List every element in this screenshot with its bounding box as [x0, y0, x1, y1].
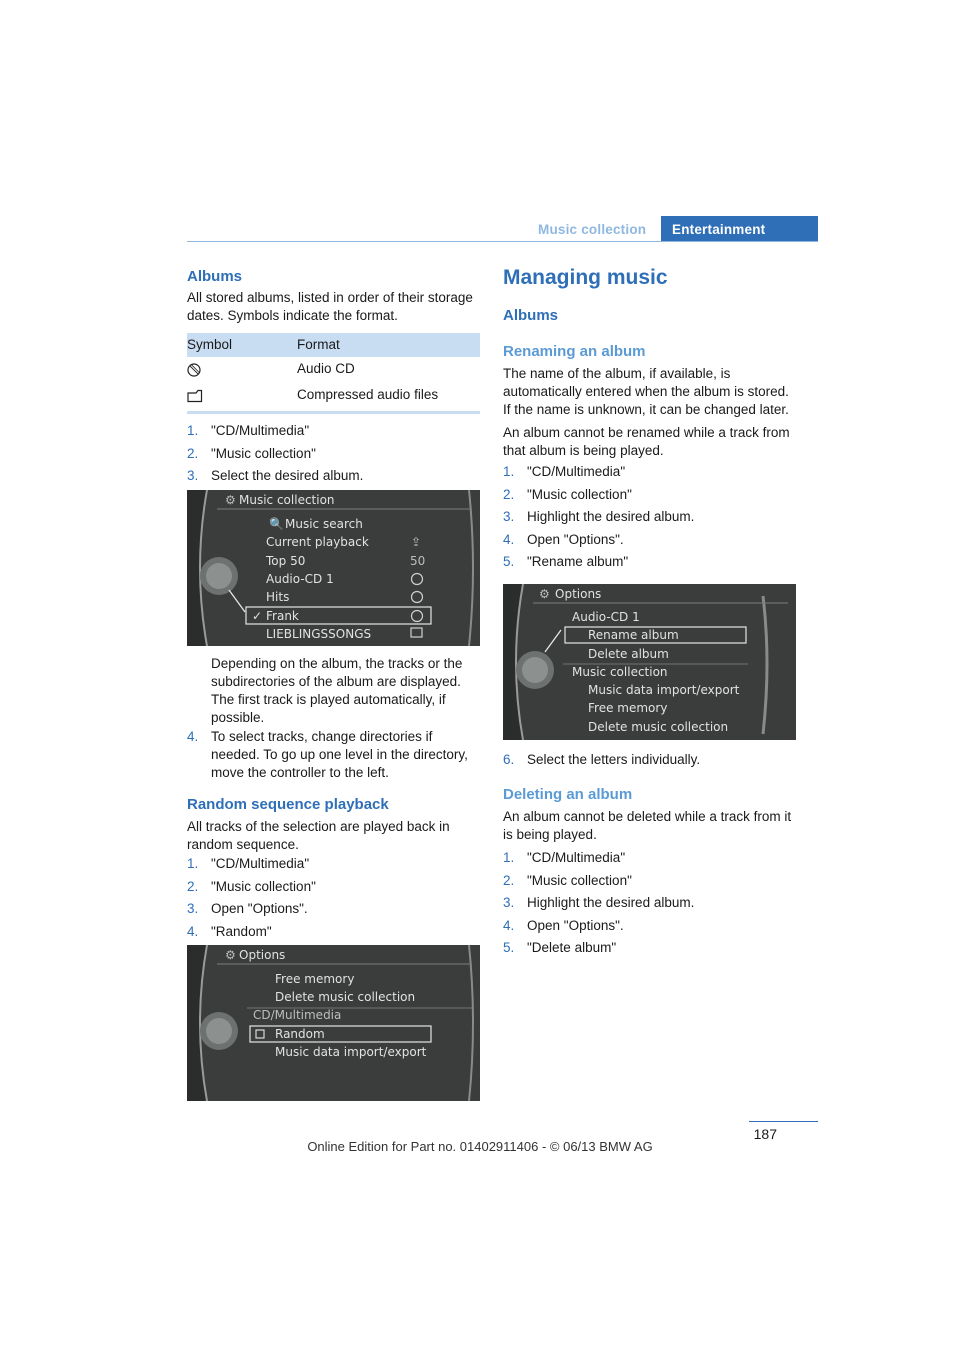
rename-note: An album cannot be renamed while a track from that album is being played. [503, 425, 790, 458]
page-number: 187 [753, 1126, 777, 1142]
list-item: 5. "Rename album" [503, 554, 629, 570]
svg-text:Music collection: Music collection [572, 665, 668, 679]
list-item: 1. "CD/Multimedia" [503, 464, 626, 479]
table-row [187, 383, 480, 409]
list-item: 1. "CD/Multimedia" [503, 850, 626, 865]
list-item: 4. Open "Options". [503, 917, 624, 933]
steps-rename-letters [503, 751, 803, 774]
rename-heading: Renaming an album [503, 343, 646, 360]
cd-icon [187, 363, 201, 380]
steps-delete [503, 849, 803, 962]
svg-text:Top 50: Top 50 [266, 554, 306, 568]
page-number-rule [749, 1121, 818, 1122]
list-item: 2. "Music collection" [503, 486, 632, 502]
folder-icon [187, 389, 203, 406]
svg-text:Music data import/export: Music data import/export [275, 1045, 427, 1059]
album-display-note: Depending on the album, the tracks or the subdirectories of the album are displayed. The first track is played automatically, if possible. [211, 656, 463, 725]
list-item: 5. "Delete album" [503, 940, 617, 956]
screen3-title: Options [555, 587, 602, 601]
edition-footer: Online Edition for Part no. 01402911406 - © 06/13 BMW AG [307, 1139, 653, 1154]
svg-text:LIEBLINGSSONGS: LIEBLINGSSONGS [266, 627, 372, 641]
random-heading: Random sequence playback [187, 796, 389, 813]
list-item: 6. Select the letters individually. [503, 752, 701, 767]
albums-intro: All stored albums, listed in order of their storage dates. Symbols indicate the format. [187, 290, 473, 323]
delete-note: An album cannot be deleted while a track from it is being played. [503, 809, 792, 842]
svg-text:Frank: Frank [266, 609, 299, 623]
svg-text:Free memory: Free memory [588, 701, 668, 715]
svg-text:Delete music collection: Delete music collection [588, 720, 729, 734]
format-audio-cd: Audio CD [297, 361, 355, 376]
albums-heading: Albums [187, 268, 243, 285]
list-item: 3. Highlight the desired album. [503, 895, 695, 911]
table-bottom-rule [187, 411, 480, 414]
page-title: Managing music [503, 266, 668, 289]
top50-badge: 50 [410, 554, 426, 568]
svg-text:Random: Random [275, 1027, 325, 1041]
svg-text:Music search: Music search [285, 517, 363, 531]
screen2-title: Options [239, 948, 286, 962]
col-symbol: Symbol [187, 337, 233, 352]
svg-text:Current playback: Current playback [266, 535, 369, 549]
check-icon: ✓ [252, 609, 263, 623]
steps-random [187, 855, 482, 945]
right-albums-heading: Albums [503, 307, 559, 324]
screen1-title: Music collection [239, 493, 335, 507]
list-item: 2. "Music collection" [187, 878, 316, 894]
table-row [187, 357, 480, 383]
list-item: 4. Open "Options". [503, 531, 624, 547]
list-item: 3. Open "Options". [187, 901, 308, 917]
steps-select-album [187, 422, 482, 490]
screenshot-options-rename [503, 584, 796, 740]
svg-text:Delete album: Delete album [588, 647, 669, 661]
steps-rename [503, 463, 803, 576]
list-item: 3. Select the desired album. [187, 468, 364, 484]
svg-text:Audio-CD 1: Audio-CD 1 [572, 610, 640, 624]
list-item: 1. "CD/Multimedia" [187, 423, 310, 438]
svg-text:Free memory: Free memory [275, 972, 355, 986]
list-item: 2. "Music collection" [187, 445, 316, 461]
random-intro: All tracks of the selection are played back in random sequence. [187, 819, 450, 852]
list-item: 3. Highlight the desired album. [503, 509, 695, 525]
svg-text:CD/Multimedia: CD/Multimedia [253, 1008, 342, 1022]
svg-text:Music data import/export: Music data import/export [588, 683, 740, 697]
steps-select-tracks [187, 728, 482, 787]
svg-text:Rename album: Rename album [588, 628, 679, 642]
magnifier-icon: 🔍 [269, 517, 284, 531]
screenshot-options-random [187, 945, 480, 1101]
list-item: 4. To select tracks, change directories if needed. To go up one level in the directory, move the controller to the left. [187, 729, 468, 780]
svg-text:Audio-CD 1: Audio-CD 1 [266, 572, 334, 586]
list-item: 4. "Random" [187, 923, 272, 939]
delete-heading: Deleting an album [503, 786, 633, 803]
playback-icon: ⇪ [411, 535, 422, 549]
header-section-title: Music collection [538, 222, 647, 237]
svg-text:Delete music collection: Delete music collection [275, 990, 416, 1004]
rename-intro: The name of the album, if available, is automatically entered when the album is stored. If the name is unknown, it can be changed later. [503, 366, 789, 417]
header-chapter-tab [661, 216, 818, 242]
format-table-header [187, 333, 480, 357]
svg-text:⚙: ⚙ [539, 587, 550, 601]
format-table [187, 333, 480, 414]
svg-text:⚙: ⚙ [225, 493, 236, 507]
header-rule [187, 241, 818, 242]
svg-text:Hits: Hits [266, 590, 290, 604]
col-format: Format [297, 337, 340, 352]
svg-text:⚙: ⚙ [225, 948, 236, 962]
list-item: 1. "CD/Multimedia" [187, 856, 310, 871]
header-chapter-label: Entertainment [672, 222, 766, 237]
format-compressed: Compressed audio files [297, 387, 439, 402]
screenshot-music-collection [187, 490, 480, 646]
list-item: 2. "Music collection" [503, 872, 632, 888]
